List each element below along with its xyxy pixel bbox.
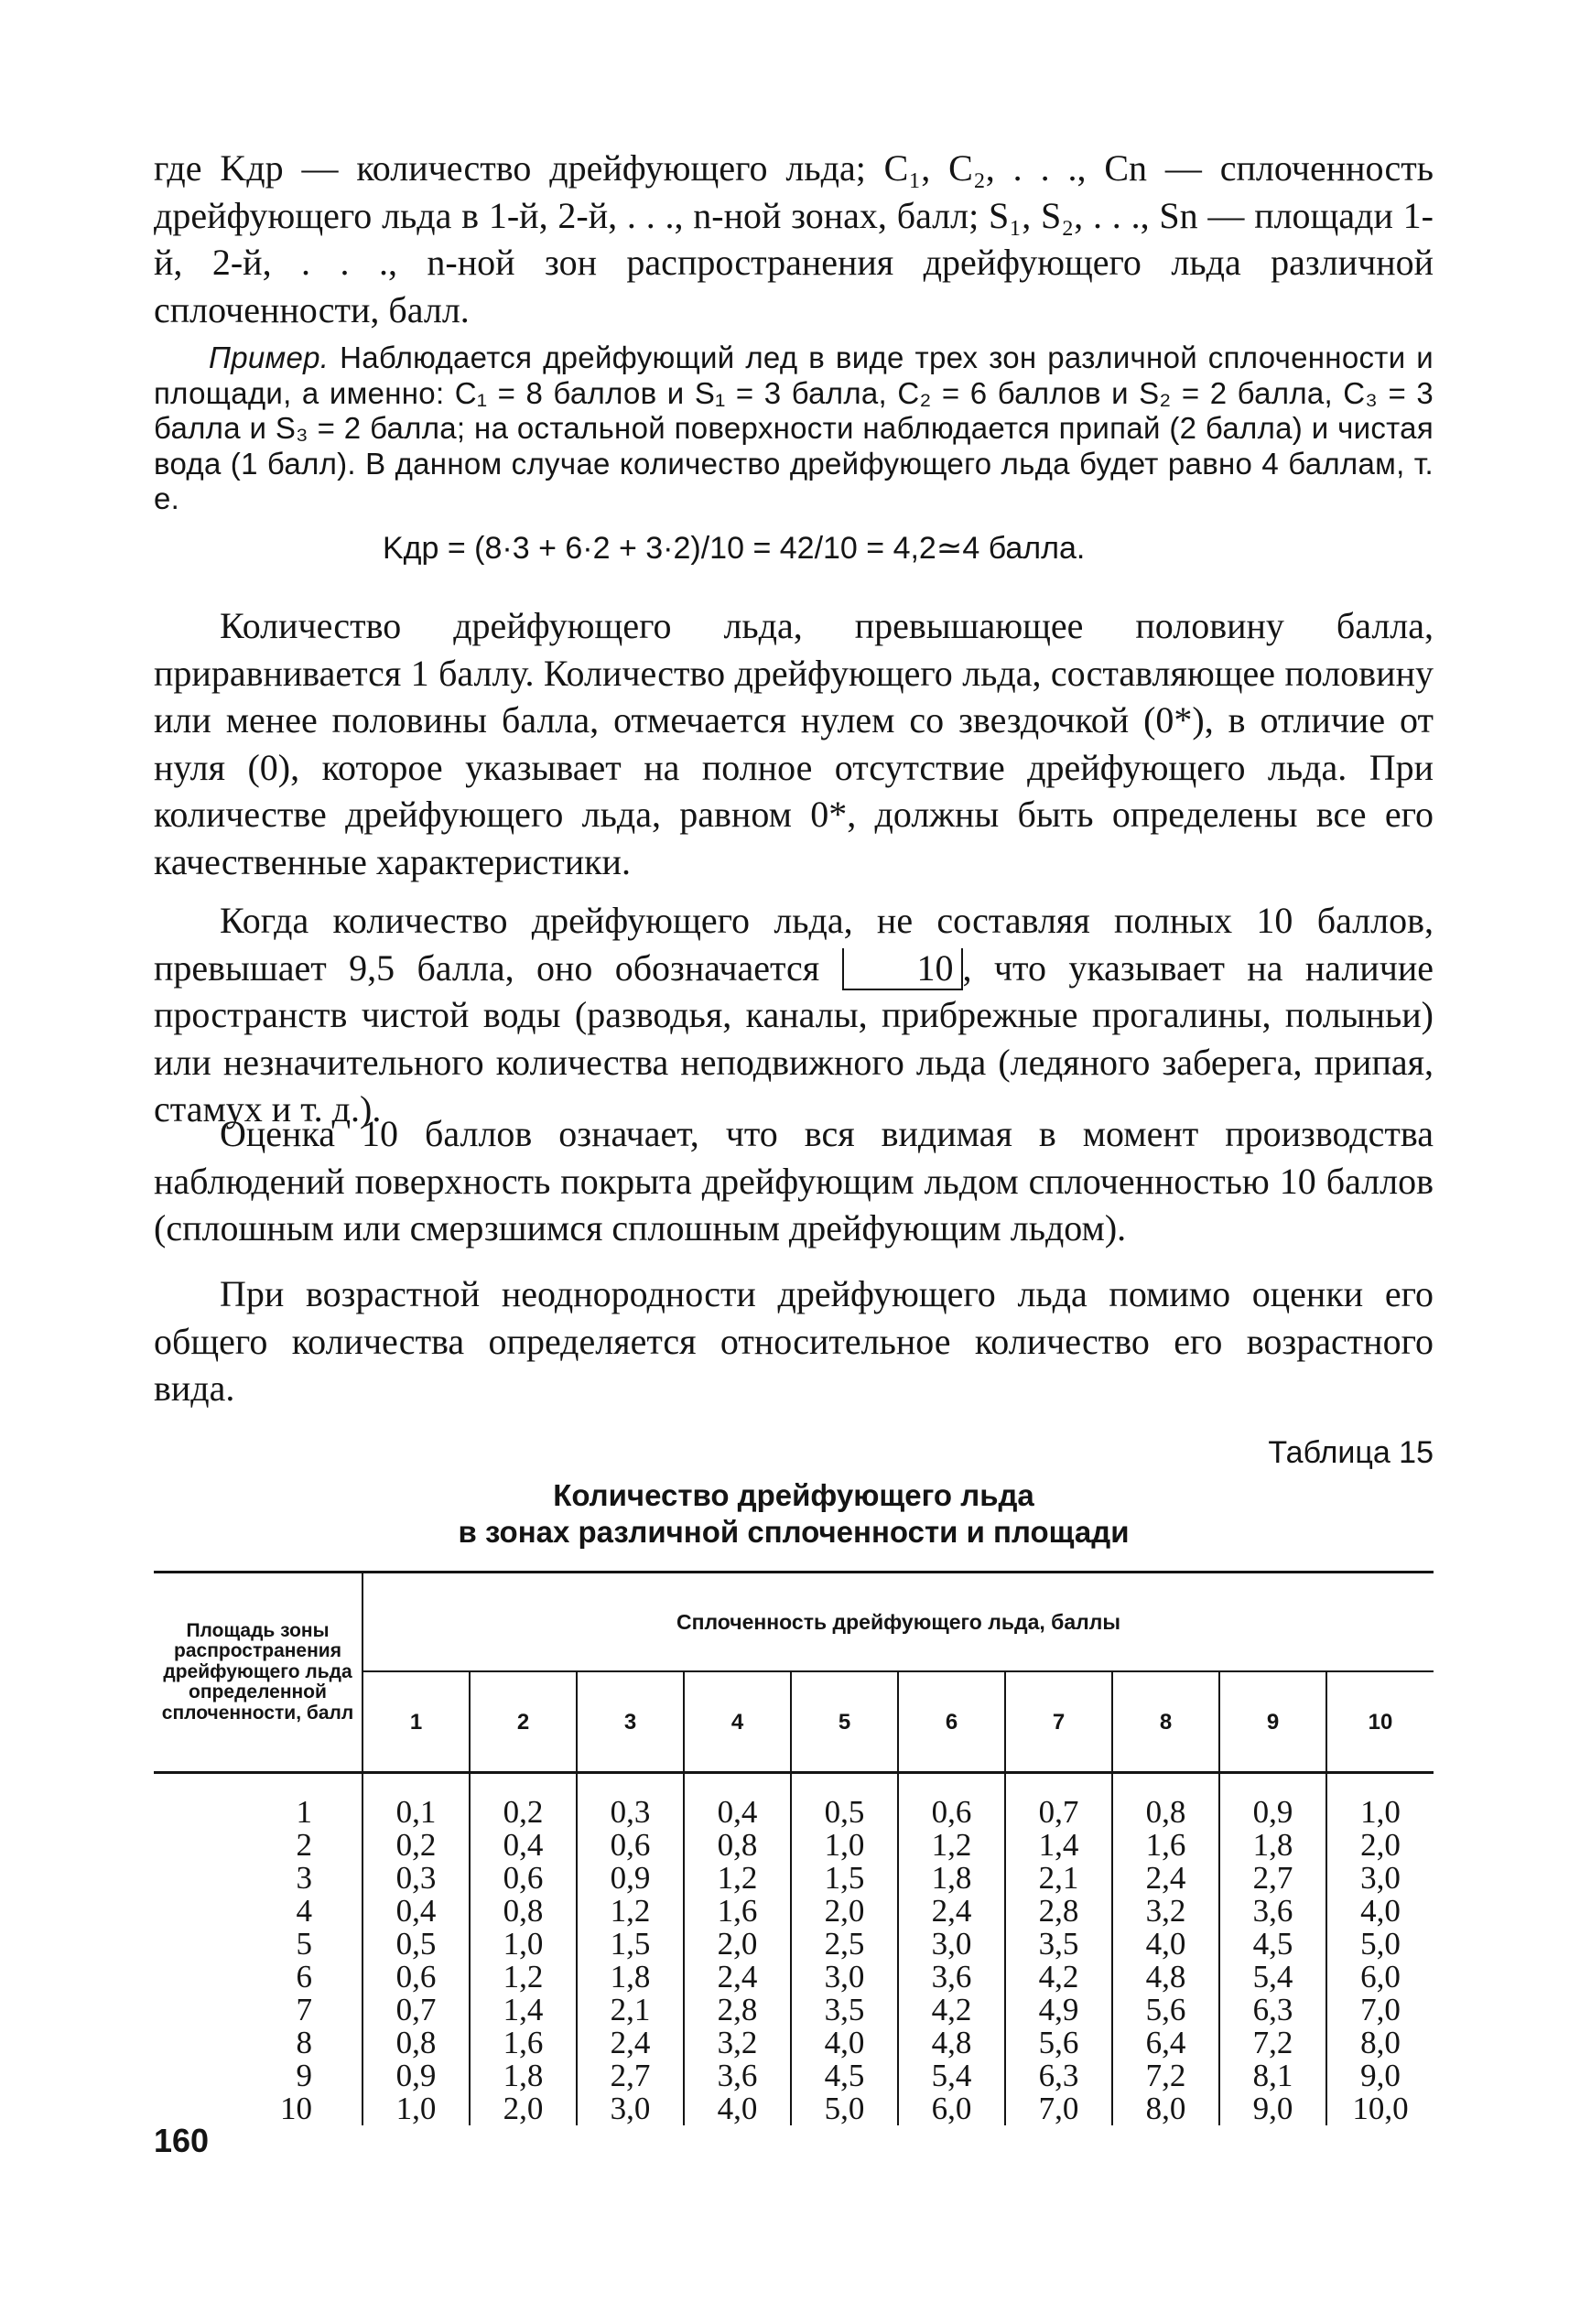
table-cell: 1,8 [577, 1961, 684, 1994]
table-cell: 0,6 [362, 1961, 470, 1994]
table-cell: 7,2 [1219, 2027, 1326, 2059]
table-cell: 0,6 [898, 1773, 1005, 1830]
example-text: Наблюдается дрейфующий лед в виде трех зон различной сплоченности и площади, а именно: C₁ = 8 баллов и S₁ = 3 балла, C₂ = 6 баллов и S₂ = 2 балла, C₃ = 3 балла и S₃ = 2 балла; на остальной поверхности наблюдается припай (2 балла) и чистая вода (1 балл). В данном случае количество дрейфующего льда будет равно 4 баллам, т. е. [154, 340, 1434, 515]
table-cell: 2,4 [577, 2027, 684, 2059]
formula: Kдр = (8·3 + 6·2 + 3·2)/10 = 42/10 = 4,2≃4 балла. [383, 531, 1086, 566]
table-cell: 1,0 [470, 1928, 577, 1961]
table-cell: 4,5 [791, 2059, 898, 2092]
table-cell: 0,7 [362, 1994, 470, 2027]
table-cell: 2,4 [898, 1895, 1005, 1928]
table-cell: 1,6 [1112, 1829, 1219, 1862]
table-cell: 3,5 [791, 1994, 898, 2027]
table-cell: 3,5 [1005, 1928, 1112, 1961]
table-cell: 1,0 [1326, 1773, 1434, 1830]
row-area-label: 10 [280, 2091, 312, 2126]
row-area-label: 4 [296, 1893, 312, 1929]
table-cell: 2,7 [1219, 1862, 1326, 1895]
table-cell: 4,8 [898, 2027, 1005, 2059]
table-cell: 7,0 [1326, 1994, 1434, 2027]
table-row [154, 2059, 1434, 2092]
table-cell: 4,0 [684, 2092, 791, 2125]
intro-paragraph: где Kдр — количество дрейфующего льда; C₁, C₂, . . ., Cn — сплоченность дрейфующего льда в 1-й, 2-й, . . ., n-ной зонах, балл; S₁, S₂, . . ., Sn — площади 1-й, 2-й, . . ., n-ной зон распространения дрейфующего льда различной сплоченности, балл. [154, 147, 1434, 330]
table-cell: 9,0 [1219, 2092, 1326, 2125]
table-cell: 0,8 [684, 1829, 791, 1862]
table-row [154, 2027, 1434, 2059]
column-header-3: 3 [577, 1671, 684, 1773]
table-cell: 5,6 [1112, 1994, 1219, 2027]
table-number-label: Таблица 15 [1268, 1435, 1434, 1470]
table-cell: 6,0 [1326, 1961, 1434, 1994]
table-cell: 3,6 [684, 2059, 791, 2092]
table-cell: 2,0 [1326, 1829, 1434, 1862]
table-cell: 5,6 [1005, 2027, 1112, 2059]
table-cell: 9,0 [1326, 2059, 1434, 2092]
table-cell: 3,6 [898, 1961, 1005, 1994]
table-cell: 10,0 [1326, 2092, 1434, 2125]
table-cell: 0,9 [577, 1862, 684, 1895]
table-cell: 2,4 [1112, 1862, 1219, 1895]
ice-quantity-table [154, 1571, 1434, 2125]
table-cell: 0,4 [362, 1895, 470, 1928]
table-row [154, 1829, 1434, 1862]
column-header-5: 5 [791, 1671, 898, 1773]
table-cell: 4,2 [898, 1994, 1005, 2027]
column-header-4: 4 [684, 1671, 791, 1773]
table-cell: 5,4 [898, 2059, 1005, 2092]
column-header-6: 6 [898, 1671, 1005, 1773]
row-area-label: 6 [296, 1959, 312, 1994]
table-cell: 2,4 [684, 1961, 791, 1994]
table-row [154, 1773, 1434, 1830]
table-cell: 4,5 [1219, 1928, 1326, 1961]
table-cell: 3,0 [898, 1928, 1005, 1961]
table-cell: 1,2 [470, 1961, 577, 1994]
table-cell: 1,2 [898, 1829, 1005, 1862]
paragraph-ten-balls: Оценка 10 баллов означает, что вся видимая в момент производства наблюдений поверхность покрыта дрейфующим льдом сплоченностью 10 баллов (сплошным или смерзшимся сплошным дрейфующим льдом). [154, 1113, 1434, 1248]
table-cell: 0,9 [362, 2059, 470, 2092]
table-cell: 2,0 [470, 2092, 577, 2125]
example-label: Пример. [209, 340, 330, 374]
table-cell: 7,2 [1112, 2059, 1219, 2092]
table-cell: 1,0 [791, 1829, 898, 1862]
table-row [154, 1928, 1434, 1961]
paragraph-half-ball: Количество дрейфующего льда, превышающее половину балла, приравнивается 1 баллу. Количество дрейфующего льда, составляющее половину или менее половины балла, отмечается нулем со звездочкой (0*), в отличие от нуля (0), которое указывает на полное отсутствие дрейфующего льда. При количестве дрейфующего льда, равном 0*, должны быть определены все его качественные характеристики. [154, 605, 1434, 882]
table-cell: 1,2 [684, 1862, 791, 1895]
table-cell: 5,0 [791, 2092, 898, 2125]
column-header-7: 7 [1005, 1671, 1112, 1773]
row-area-label: 1 [296, 1794, 312, 1830]
table-cell: 5,0 [1326, 1928, 1434, 1961]
table-cell: 2,0 [791, 1895, 898, 1928]
table-cell: 0,4 [470, 1829, 577, 1862]
table-title [154, 1477, 1434, 1551]
table-cell: 8,0 [1326, 2027, 1434, 2059]
row-area-label: 9 [296, 2058, 312, 2093]
table-cell: 1,4 [1005, 1829, 1112, 1862]
table-cell: 0,6 [470, 1862, 577, 1895]
table-cell: 3,6 [1219, 1895, 1326, 1928]
table-body [154, 1773, 1434, 2126]
table-cell: 0,6 [577, 1829, 684, 1862]
table-cell: 4,8 [1112, 1961, 1219, 1994]
table-cell: 2,1 [577, 1994, 684, 2027]
table-cell: 0,5 [791, 1773, 898, 1830]
table-cell: 0,5 [362, 1928, 470, 1961]
table-cell: 3,0 [577, 2092, 684, 2125]
table-cell: 6,4 [1112, 2027, 1219, 2059]
table-cell: 8,0 [1112, 2092, 1219, 2125]
table-cell: 0,8 [470, 1895, 577, 1928]
table-cell: 4,0 [791, 2027, 898, 2059]
paragraph-age: При возрастной неоднородности дрейфующего льда помимо оценки его общего количества определяется относительное количество его возрастного вида. [154, 1273, 1434, 1409]
table-cell: 2,7 [577, 2059, 684, 2092]
table-row [154, 1994, 1434, 2027]
table-cell: 2,8 [684, 1994, 791, 2027]
column-header-9: 9 [1219, 1671, 1326, 1773]
table-cell: 2,0 [684, 1928, 791, 1961]
table-cell: 1,0 [362, 2092, 470, 2125]
table-cell: 0,8 [362, 2027, 470, 2059]
table-cell: 0,9 [1219, 1773, 1326, 1830]
paragraph-ten-boxed [154, 897, 1434, 1133]
table-cell: 2,1 [1005, 1862, 1112, 1895]
table-row [154, 1895, 1434, 1928]
table-row [154, 2092, 1434, 2125]
table-cell: 1,5 [791, 1862, 898, 1895]
table-cell: 0,4 [684, 1773, 791, 1830]
table-cell: 1,4 [470, 1994, 577, 2027]
paragraph-ten-text-before: Когда количество дрейфующего льда, не составляя полных 10 баллов, превышает 9,5 балла, оно обозначается [154, 900, 1434, 989]
table-row [154, 1862, 1434, 1895]
column-header-2: 2 [470, 1671, 577, 1773]
column-header-1: 1 [362, 1671, 470, 1773]
table-cell: 1,8 [898, 1862, 1005, 1895]
table-cell: 3,2 [684, 2027, 791, 2059]
row-area-label: 7 [296, 1992, 312, 2027]
paragraph-ten-text-after: , что указывает на наличие пространств чистой воды (разводья, каналы, прибрежные прогалины, полыньи) или незначительного количества неподвижного льда (ледяного заберега, припая, стамух и т. д.). [154, 946, 1434, 1130]
table-cell: 4,0 [1112, 1928, 1219, 1961]
table-cell: 2,5 [791, 1928, 898, 1961]
table-cell: 3,2 [1112, 1895, 1219, 1928]
concentration-group-header: Сплоченность дрейфующего льда, баллы [362, 1573, 1434, 1672]
table-cell: 4,9 [1005, 1994, 1112, 2027]
page-number: 160 [154, 2122, 210, 2159]
table-cell: 6,0 [898, 2092, 1005, 2125]
table-cell: 0,3 [577, 1773, 684, 1830]
corner-header: Площадь зоны распространения дрейфующего льда определенной сплоченности, балл [154, 1573, 362, 1773]
row-area-label: 5 [296, 1926, 312, 1962]
table-cell: 3,0 [1326, 1862, 1434, 1895]
table-cell: 6,3 [1005, 2059, 1112, 2092]
table-cell: 0,8 [1112, 1773, 1219, 1830]
table-cell: 3,0 [791, 1961, 898, 1994]
table-title-line-2: в зонах различной сплоченности и площади [458, 1515, 1130, 1549]
row-area-label: 3 [296, 1860, 312, 1896]
table-cell: 4,0 [1326, 1895, 1434, 1928]
table-cell: 4,2 [1005, 1961, 1112, 1994]
table-cell: 6,3 [1219, 1994, 1326, 2027]
row-area-label: 8 [296, 2025, 312, 2060]
boxed-ten-symbol: 10 [842, 948, 963, 990]
table-cell: 2,8 [1005, 1895, 1112, 1928]
column-header-8: 8 [1112, 1671, 1219, 1773]
table-title-line-1: Количество дрейфующего льда [553, 1478, 1034, 1512]
table-cell: 5,4 [1219, 1961, 1326, 1994]
table-cell: 7,0 [1005, 2092, 1112, 2125]
table-cell: 0,2 [470, 1773, 577, 1830]
table-cell: 1,2 [577, 1895, 684, 1928]
table-cell: 0,3 [362, 1862, 470, 1895]
table-cell: 1,6 [684, 1895, 791, 1928]
table-cell: 1,5 [577, 1928, 684, 1961]
example-paragraph [154, 340, 1434, 517]
table-cell: 0,7 [1005, 1773, 1112, 1830]
table-cell: 8,1 [1219, 2059, 1326, 2092]
row-area-label: 2 [296, 1827, 312, 1863]
table-cell: 1,6 [470, 2027, 577, 2059]
table-cell: 0,2 [362, 1829, 470, 1862]
column-header-10: 10 [1326, 1671, 1434, 1773]
table-cell: 1,8 [470, 2059, 577, 2092]
table-row [154, 1961, 1434, 1994]
table-cell: 1,8 [1219, 1829, 1326, 1862]
table-cell: 0,1 [362, 1773, 470, 1830]
